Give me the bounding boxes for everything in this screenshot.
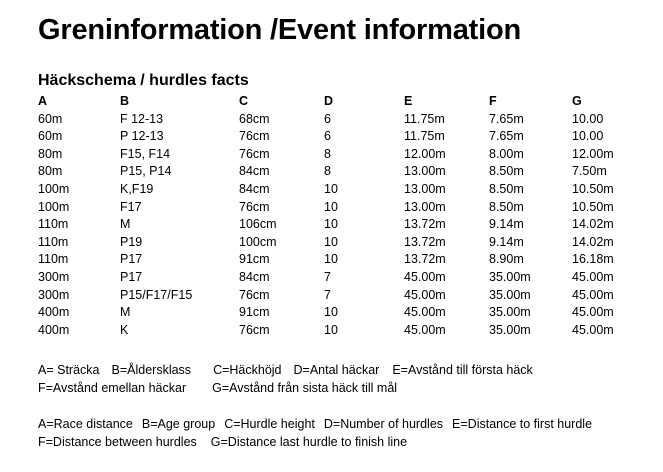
- table-cell: 7.65m: [489, 129, 524, 144]
- table-cell: 8.50m: [489, 199, 524, 214]
- table-cell: 10: [324, 217, 338, 232]
- table-row: [38, 181, 632, 199]
- table-cell: 100m: [38, 181, 70, 196]
- table-cell: 13.00m: [404, 199, 446, 214]
- table-cell: 10: [324, 199, 338, 214]
- table-header-row: [38, 93, 632, 111]
- legend-english-line-1: [38, 416, 592, 433]
- table-body: [38, 111, 632, 340]
- table-cell: 13.00m: [404, 164, 446, 179]
- table-cell: 300m: [38, 269, 70, 284]
- legend-item: G=Distance last hurdle to finish line: [210, 435, 408, 449]
- table-cell: 35.00m: [489, 305, 531, 320]
- legend-item: E=Distance to first hurdle: [452, 417, 593, 431]
- table-cell: 7.50m: [572, 164, 607, 179]
- table-cell: 76cm: [239, 199, 270, 214]
- table-cell: P17: [120, 252, 143, 267]
- table-cell: 45.00m: [572, 269, 614, 284]
- table-cell: F17: [120, 199, 142, 214]
- table-row: [38, 251, 632, 269]
- table-cell: 7: [324, 287, 331, 302]
- table-cell: 110m: [38, 217, 69, 232]
- table-row: [38, 234, 632, 252]
- table-cell: 84cm: [239, 181, 270, 196]
- table-cell: 100cm: [239, 234, 277, 249]
- table-cell: 13.72m: [404, 252, 446, 267]
- table-cell: P19: [120, 234, 143, 249]
- column-header: D: [324, 94, 334, 108]
- table-row: [38, 111, 632, 129]
- legend-item: D=Number of hurdles: [323, 417, 444, 431]
- table-cell: 12.00m: [572, 146, 614, 161]
- table-cell: 45.00m: [572, 287, 614, 302]
- table-cell: 35.00m: [489, 322, 531, 337]
- table-cell: 10: [324, 181, 338, 196]
- table-cell: P 12-13: [120, 129, 164, 144]
- table-cell: 16.18m: [572, 252, 614, 267]
- table-cell: 45.00m: [404, 269, 446, 284]
- table-row: [38, 269, 632, 287]
- table-cell: F 12-13: [120, 111, 164, 126]
- table-cell: 45.00m: [404, 287, 446, 302]
- legend-item: A= Sträcka: [38, 363, 100, 377]
- table-cell: 110m: [38, 234, 69, 249]
- table-row: [38, 199, 632, 217]
- legend-swedish-line-1: [38, 362, 533, 379]
- table-cell: 8.50m: [489, 181, 524, 196]
- table-cell: 91cm: [239, 252, 270, 267]
- table-cell: 10.00: [572, 111, 604, 126]
- table-cell: 10: [324, 305, 338, 320]
- table-cell: 12.00m: [404, 146, 446, 161]
- legend-item: B=Age group: [141, 417, 216, 431]
- section-title: Häckschema / hurdles facts: [38, 72, 249, 89]
- table-cell: K: [120, 322, 129, 337]
- table-cell: 35.00m: [489, 287, 531, 302]
- table-row: [38, 146, 632, 164]
- table-cell: 7.65m: [489, 111, 524, 126]
- table-cell: 76cm: [239, 322, 270, 337]
- table-row: [38, 322, 632, 340]
- table-cell: 10: [324, 252, 338, 267]
- table-row: [38, 163, 632, 181]
- legend-item: F=Distance between hurdles: [38, 435, 197, 449]
- table-cell: 8: [324, 164, 331, 179]
- table-cell: 8: [324, 146, 331, 161]
- legend-item: C=Hurdle height: [224, 417, 315, 431]
- table-cell: 35.00m: [489, 269, 531, 284]
- table-cell: P17: [120, 269, 143, 284]
- legend-item: E=Avstånd till första häck: [392, 363, 533, 377]
- legend-swedish-line-2: [38, 380, 397, 397]
- table-cell: 7: [324, 269, 331, 284]
- table-cell: 45.00m: [404, 305, 446, 320]
- table-cell: 110m: [38, 252, 69, 267]
- table-cell: 80m: [38, 146, 63, 161]
- table-cell: 91cm: [239, 305, 270, 320]
- table-cell: 84cm: [239, 269, 270, 284]
- table-cell: 13.72m: [404, 234, 446, 249]
- table-cell: 10: [324, 322, 338, 337]
- table-cell: P15, P14: [120, 164, 172, 179]
- table-cell: 84cm: [239, 164, 270, 179]
- table-cell: 11.75m: [404, 111, 445, 126]
- table-cell: 45.00m: [572, 305, 614, 320]
- table-cell: M: [120, 305, 131, 320]
- table-cell: 68cm: [239, 111, 270, 126]
- table-cell: M: [120, 217, 131, 232]
- table-cell: 106cm: [239, 217, 277, 232]
- legend-item: A=Race distance: [38, 417, 133, 431]
- table-cell: 8.50m: [489, 164, 524, 179]
- table-cell: 45.00m: [404, 322, 446, 337]
- column-header: A: [38, 94, 48, 108]
- table-cell: 400m: [38, 305, 70, 320]
- column-header: B: [120, 94, 130, 108]
- legend-item: G=Avstånd från sista häck till mål: [212, 381, 398, 395]
- table-cell: 300m: [38, 287, 70, 302]
- table-cell: 8.90m: [489, 252, 524, 267]
- table-cell: 10: [324, 234, 338, 249]
- table-cell: F15, F14: [120, 146, 171, 161]
- table-cell: 10.50m: [572, 199, 614, 214]
- table-cell: 8.00m: [489, 146, 524, 161]
- column-header: G: [572, 94, 582, 108]
- table-cell: K,F19: [120, 181, 154, 196]
- table-row: [38, 304, 632, 322]
- table-row: [38, 128, 632, 146]
- table-cell: 76cm: [239, 146, 270, 161]
- legend-item: C=Häckhöjd: [213, 363, 282, 377]
- table-cell: 100m: [38, 199, 70, 214]
- table-cell: 60m: [38, 129, 63, 144]
- table-cell: 9.14m: [489, 234, 524, 249]
- table-cell: 60m: [38, 111, 63, 126]
- table-cell: P15/F17/F15: [120, 287, 193, 302]
- legend-item: B=Åldersklass: [111, 363, 192, 377]
- table-cell: 80m: [38, 164, 63, 179]
- table-cell: 11.75m: [404, 129, 445, 144]
- table-row: [38, 287, 632, 305]
- table-cell: 14.02m: [572, 217, 614, 232]
- table-cell: 10.00: [572, 129, 604, 144]
- table-cell: 400m: [38, 322, 70, 337]
- table-cell: 76cm: [239, 287, 270, 302]
- table-cell: 13.00m: [404, 181, 446, 196]
- table-row: [38, 216, 632, 234]
- table-cell: 6: [324, 129, 331, 144]
- legend-item: D=Antal häckar: [293, 363, 380, 377]
- column-header: C: [239, 94, 249, 108]
- table-cell: 14.02m: [572, 234, 614, 249]
- table-cell: 10.50m: [572, 181, 614, 196]
- column-header: E: [404, 94, 413, 108]
- legend-item: F=Avstånd emellan häckar: [38, 381, 187, 395]
- hurdles-table: [38, 93, 632, 339]
- table-cell: 9.14m: [489, 217, 524, 232]
- table-cell: 6: [324, 111, 331, 126]
- column-header: F: [489, 94, 497, 108]
- table-cell: 76cm: [239, 129, 270, 144]
- table-cell: 45.00m: [572, 322, 614, 337]
- legend-english-line-2: [38, 434, 407, 451]
- table-cell: 13.72m: [404, 217, 446, 232]
- page-title: Greninformation /Event information: [38, 14, 521, 46]
